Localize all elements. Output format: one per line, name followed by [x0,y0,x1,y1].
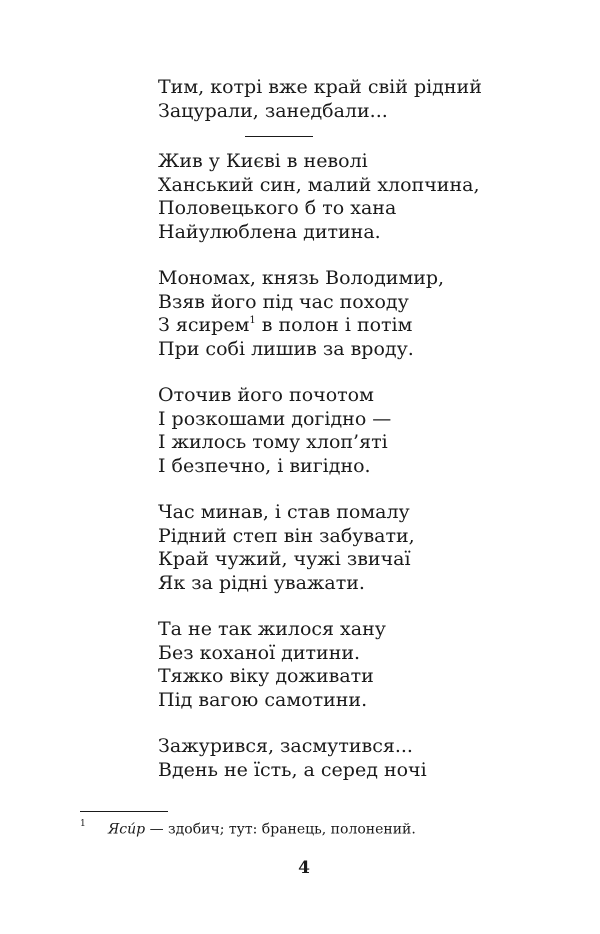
poem-line: Зацурали, занедбали... [158,99,388,122]
poem-line: І безпечно, і вигідно. [158,454,371,477]
poem-line-text: в полон і потім [255,314,413,336]
poem-line: Тяжко віку доживати [158,665,374,687]
poem-line: Вдень не їсть, а серед ночі [158,758,427,781]
stanza-7 [158,735,538,782]
footnote [80,817,416,839]
page-number: 4 [298,858,310,878]
poem-line: При собі лишив за вроду. [158,337,414,360]
poem-line: Половецького б то хана [158,197,397,219]
poem-line: Зажурився, засмутився... [158,735,413,757]
poem-line: Жив у Києві в неволі [158,150,368,172]
stanza-1 [158,76,538,123]
stanza-2 [158,150,538,244]
stanza-6 [158,618,538,712]
poem-line: І жилось тому хлоп’яті [158,431,388,453]
poem-line: Взяв його під час походу [158,290,409,313]
stanza-4 [158,384,538,478]
stanza-3 [158,267,538,361]
footnote-term: Яси́р [108,821,146,838]
section-separator [245,136,313,137]
footnote-number: 1 [80,819,86,829]
footnote-reference[interactable]: 1 [249,314,256,326]
poem-line: Без коханої дитини. [158,641,361,664]
poem-line: Рідний степ він забувати, [158,524,415,547]
poem-line: Оточив його почотом [158,384,374,406]
poem-line: Під вагою самотини. [158,688,368,711]
poem-line: Найулюблена дитина. [158,220,381,243]
poem-line: Тим, котрі вже край свій рідний [158,76,482,98]
poem-line-text: З ясирем [158,314,250,336]
poem-line: Ханський син, малий хлопчина, [158,173,480,196]
poem-line-with-footnote [158,314,538,338]
poem-line: Як за рідні уважати. [158,571,365,594]
poem-line: Час минав, і став помалу [158,501,410,523]
stanza-5 [158,501,538,595]
poem-line: Край чужий, чужі звичаї [158,548,411,570]
footnote-text: — здобич; тут: бранець, полонений. [145,821,416,838]
footnote-divider [80,811,168,812]
poem-line: Мономах, князь Володимир, [158,267,445,289]
poem [158,76,538,782]
poem-line: І розкошами догідно — [158,407,392,430]
poem-line: Та не так жилося хану [158,618,386,640]
